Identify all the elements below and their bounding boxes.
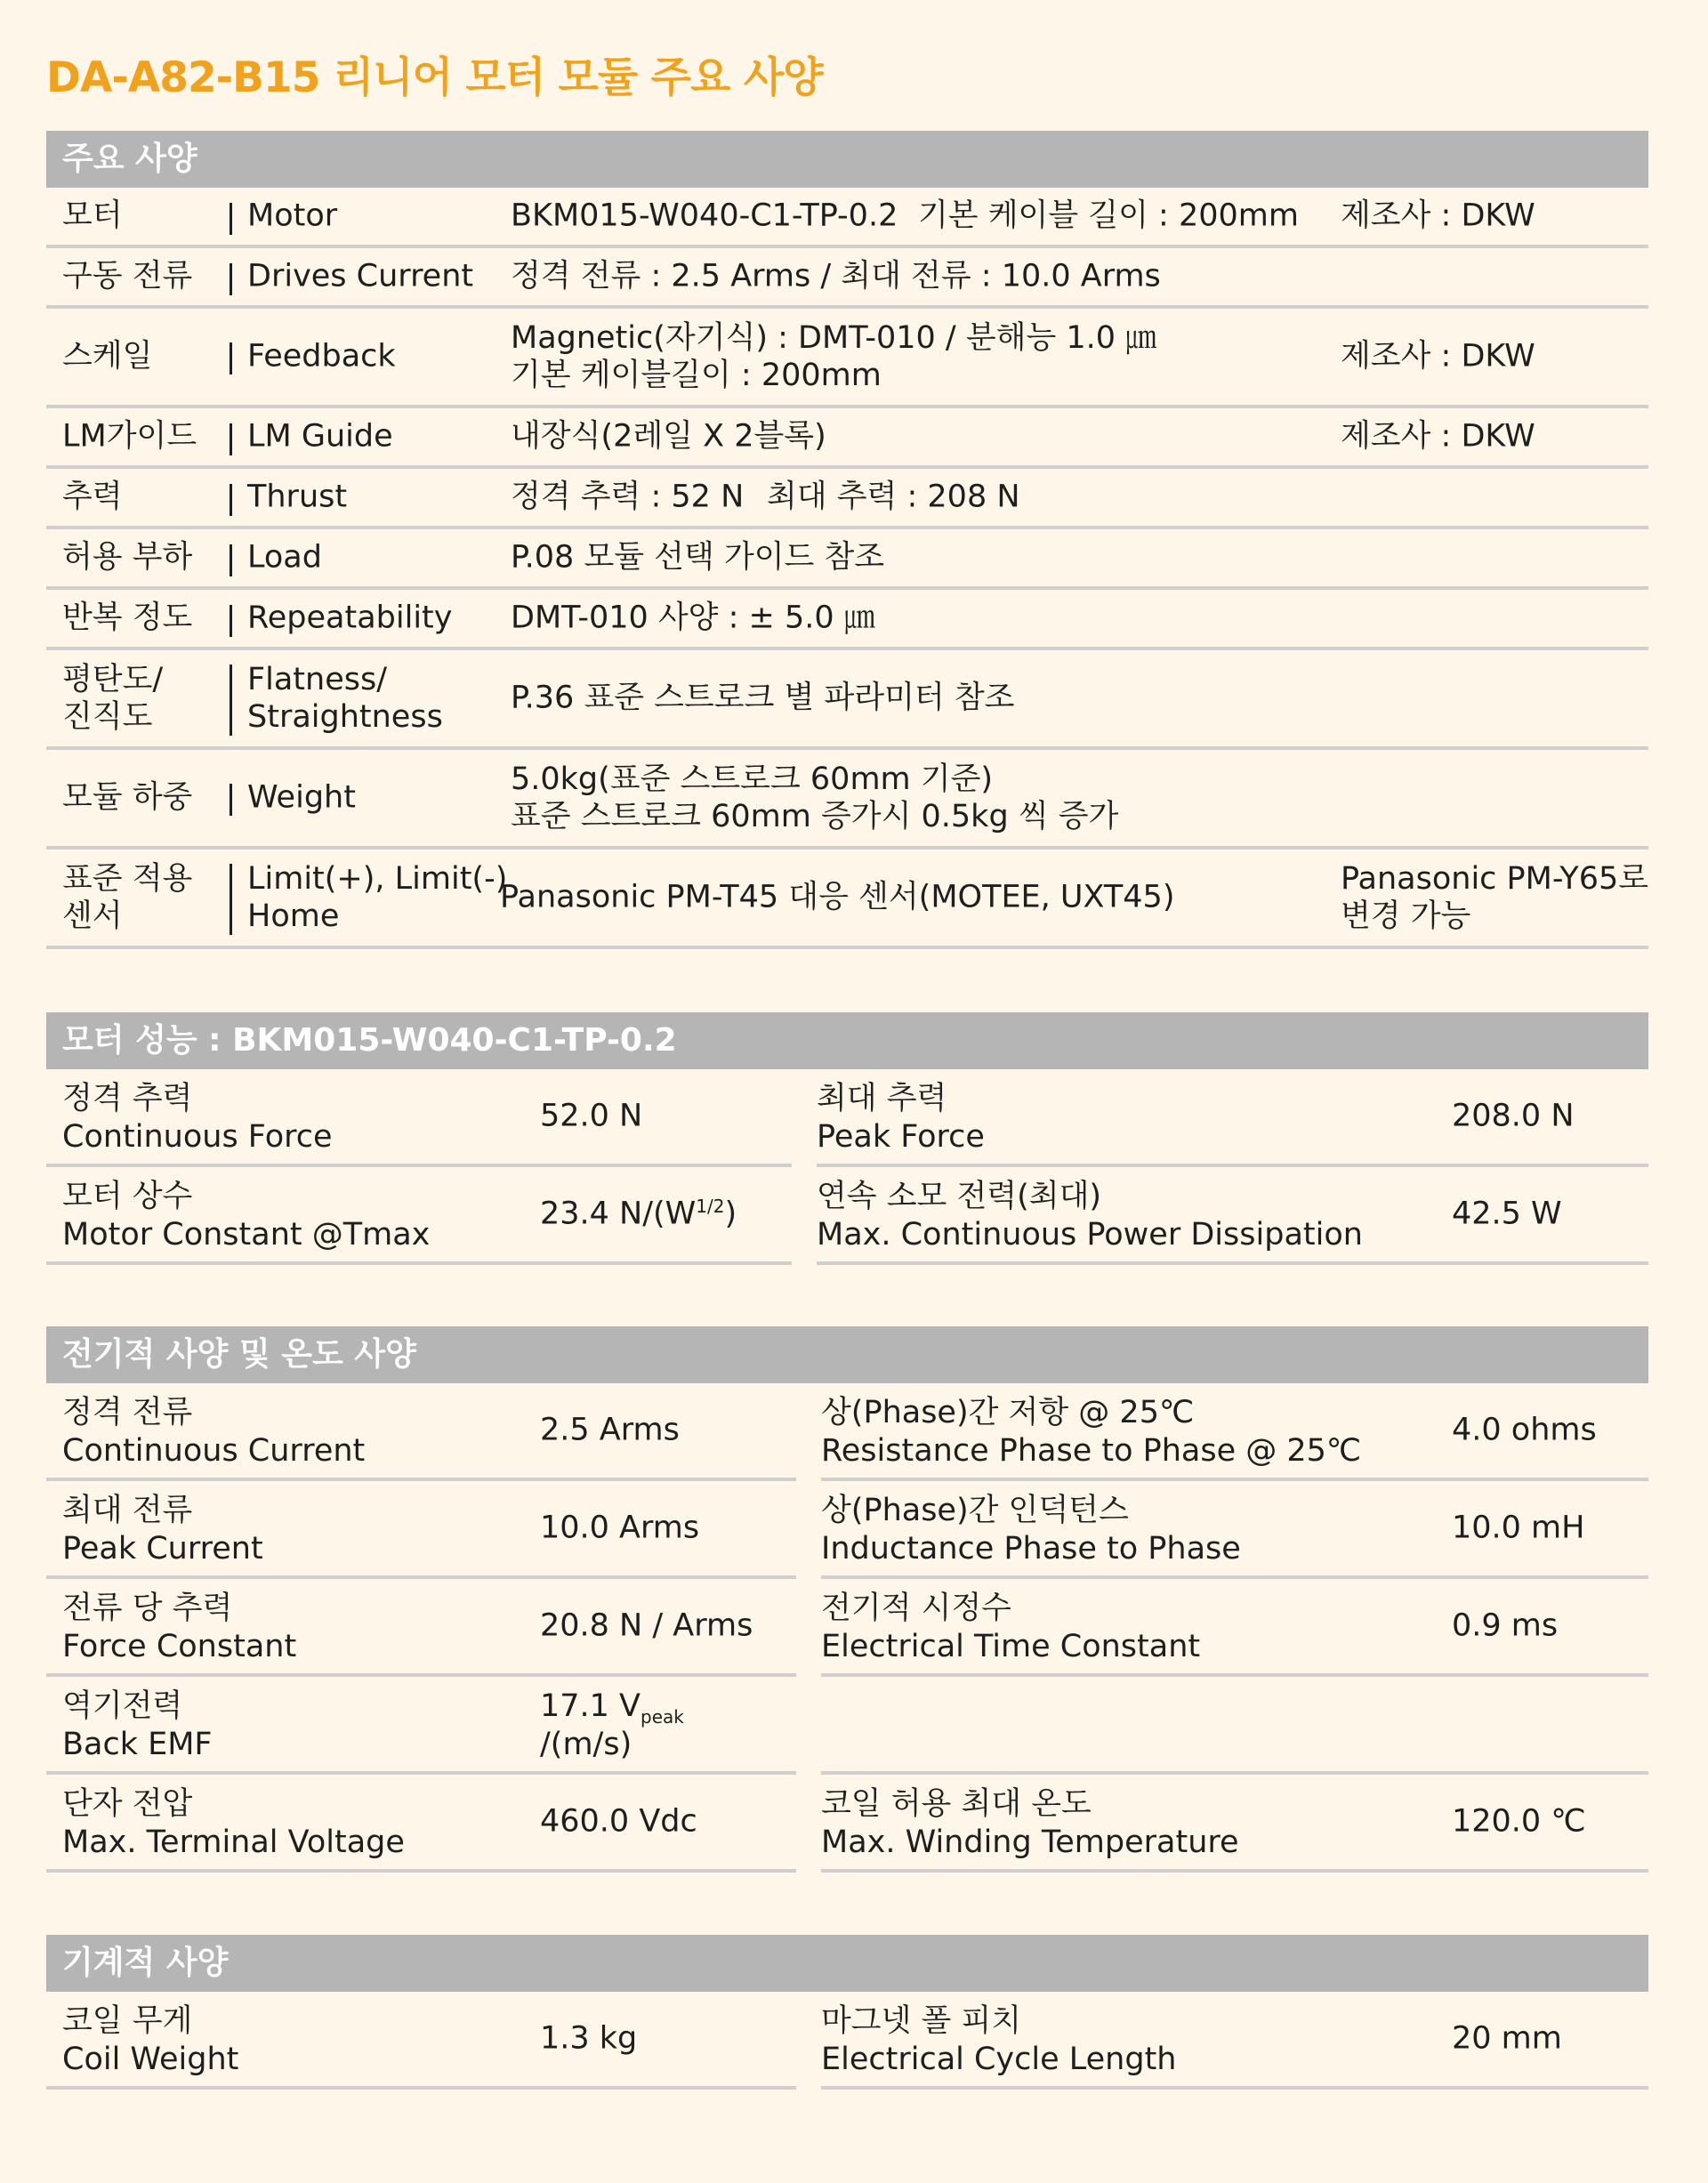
elec-row xyxy=(46,1383,796,1481)
section-header: 모터 성능 : BKM015-W040-C1-TP-0.2 xyxy=(46,1012,1648,1069)
label-ko: 추력 xyxy=(62,479,123,515)
label-en: Flatness/ xyxy=(247,662,388,697)
mech-row xyxy=(821,1992,1648,2090)
spec-row-repeatability xyxy=(46,590,1648,650)
label-en: Inductance Phase to Phase xyxy=(821,1531,1241,1567)
divider xyxy=(230,665,232,736)
elec-row xyxy=(821,1775,1648,1873)
section-header: 기계적 사양 xyxy=(46,1935,1648,1992)
elec-row xyxy=(821,1579,1648,1677)
spec-row-feedback xyxy=(46,309,1648,408)
label-en: LM Guide xyxy=(247,418,393,455)
label-en: Continuous Force xyxy=(62,1119,333,1155)
label-en: Peak Force xyxy=(817,1119,985,1155)
section-header: 주요 사양 xyxy=(46,131,1648,188)
label-ko: 모터 상수 xyxy=(62,1179,193,1214)
electrical-section xyxy=(46,1326,1648,1873)
label-ko: 구동 전류 xyxy=(62,258,193,294)
value: 정격 전류 : 2.5 Arms / 최대 전류 : 10.0 Arms xyxy=(511,258,1161,294)
divider xyxy=(230,484,232,516)
label-ko: 최대 전류 xyxy=(62,1493,193,1528)
value: DMT-010 사양 : ± 5.0 ㎛ xyxy=(511,600,875,636)
extra-line2: 변경 가능 xyxy=(1341,898,1471,934)
section-header: 전기적 사양 및 온도 사양 xyxy=(46,1326,1648,1383)
value: Panasonic PM-T45 대응 센서(MOTEE, UXT45) xyxy=(500,879,1175,915)
label-ko: 단자 전압 xyxy=(62,1786,193,1822)
mechanical-section xyxy=(46,1935,1648,2090)
value: 20 mm xyxy=(1452,2020,1562,2057)
label-en: Feedback xyxy=(247,338,396,375)
value: 208.0 N xyxy=(1452,1098,1575,1134)
divider xyxy=(230,784,232,816)
value: 10.0 mH xyxy=(1452,1510,1585,1546)
value: 120.0 ℃ xyxy=(1452,1803,1586,1840)
label-en: Peak Current xyxy=(62,1531,263,1567)
spec-row-sensor xyxy=(46,850,1648,949)
label-en: Repeatability xyxy=(247,600,453,636)
value: P.08 모듈 선택 가이드 참조 xyxy=(511,539,885,576)
label-en: Max. Terminal Voltage xyxy=(62,1825,405,1860)
perf-row xyxy=(46,1167,792,1265)
motor-performance-section xyxy=(46,1012,1648,1265)
value: 0.9 ms xyxy=(1452,1607,1559,1644)
label-en: Electrical Cycle Length xyxy=(821,2042,1177,2077)
value: 1.3 kg xyxy=(540,2020,638,2057)
label-en: Max. Continuous Power Dissipation xyxy=(817,1217,1363,1253)
value: 42.5 W xyxy=(1452,1196,1562,1232)
perf-row xyxy=(817,1069,1648,1167)
value-extra: 기본 케이블 길이 : 200mm xyxy=(918,197,1299,234)
label-en: Coil Weight xyxy=(62,2042,239,2077)
value-line2: 표준 스트로크 60mm 증가시 0.5kg 씩 증가 xyxy=(511,799,1119,834)
elec-row-empty xyxy=(821,1677,1648,1775)
label-en-line2: Straightness xyxy=(247,699,443,735)
value: 460.0 Vdc xyxy=(540,1803,697,1840)
label-en: Motor xyxy=(247,197,338,234)
label-ko-line2: 센서 xyxy=(62,898,123,934)
value-extra: 최대 추력 : 208 N xyxy=(767,479,1020,515)
value: 5.0kg(표준 스트로크 60mm 기준) xyxy=(511,761,994,797)
label-en: Motor Constant @Tmax xyxy=(62,1217,431,1253)
label-en: Electrical Time Constant xyxy=(821,1629,1201,1664)
value: 52.0 N xyxy=(540,1098,643,1134)
page-title: DA-A82-B15 리니어 모터 모듈 주요 사양 xyxy=(46,53,823,102)
value: 정격 추력 : 52 N xyxy=(511,479,745,515)
value: 23.4 $N/(W^{1/2})$ xyxy=(540,1195,737,1232)
label-ko: 마그넷 폴 피치 xyxy=(821,2003,1022,2039)
manufacturer: 제조사 : DKW xyxy=(1341,418,1535,455)
divider xyxy=(230,423,232,455)
label-en: Load xyxy=(247,539,322,576)
spec-row-lm-guide xyxy=(46,408,1648,469)
label-ko-line2: 진직도 xyxy=(62,699,153,735)
label-ko: LM가이드 xyxy=(62,418,197,455)
value: 17.1 $V_{peak}$ xyxy=(540,1688,684,1728)
divider xyxy=(230,263,232,295)
label-ko: 표준 적용 xyxy=(62,861,193,897)
value: BKM015-W040-C1-TP-0.2 xyxy=(511,197,898,234)
elec-row xyxy=(821,1383,1648,1481)
label-ko: 정격 추력 xyxy=(62,1081,193,1116)
label-en-line2: Home xyxy=(247,898,340,934)
perf-row xyxy=(46,1069,792,1167)
label-ko: 상(Phase)간 저항 @ 25℃ xyxy=(821,1395,1195,1430)
spec-row-drives-current xyxy=(46,248,1648,309)
label-ko: 연속 소모 전력(최대) xyxy=(817,1179,1102,1214)
label-ko: 정격 전류 xyxy=(62,1395,193,1430)
label-en: Thrust xyxy=(247,479,348,515)
divider xyxy=(230,544,232,576)
value-line2: /(m/s) xyxy=(540,1727,632,1762)
label-ko: 스케일 xyxy=(62,338,153,375)
label-en: Back EMF xyxy=(62,1727,213,1762)
label-ko: 허용 부하 xyxy=(62,539,193,576)
label-ko: 모터 xyxy=(62,197,123,234)
label-ko: 전류 당 추력 xyxy=(62,1591,233,1626)
label-en: Resistance Phase to Phase @ 25℃ xyxy=(821,1433,1362,1469)
value-line2: 기본 케이블길이 : 200mm xyxy=(511,358,882,393)
value: 내장식(2레일 X 2블록) xyxy=(511,418,826,455)
divider xyxy=(230,342,232,375)
label-ko: 전기적 시정수 xyxy=(821,1591,1011,1626)
label-ko: 최대 추력 xyxy=(817,1081,947,1116)
spec-row-load xyxy=(46,529,1648,590)
spec-row-weight xyxy=(46,750,1648,850)
perf-row xyxy=(817,1167,1648,1265)
label-ko: 상(Phase)간 인덕턴스 xyxy=(821,1493,1129,1528)
elec-row xyxy=(821,1481,1648,1579)
main-specs-section xyxy=(46,131,1648,949)
label-ko: 반복 정도 xyxy=(62,600,193,636)
label-ko: 코일 무게 xyxy=(62,2003,193,2039)
divider xyxy=(230,203,232,235)
label-ko: 모듈 하중 xyxy=(62,779,193,816)
label-en: Force Constant xyxy=(62,1629,297,1664)
elec-row xyxy=(46,1775,796,1873)
value: 20.8 N / Arms xyxy=(540,1607,753,1644)
value: 10.0 Arms xyxy=(540,1510,700,1546)
label-ko: 역기전력 xyxy=(62,1688,183,1724)
spec-row-motor xyxy=(46,188,1648,248)
divider xyxy=(230,864,232,935)
elec-row xyxy=(46,1677,796,1775)
label-en: Weight xyxy=(247,779,356,816)
elec-row xyxy=(46,1481,796,1579)
label-en: Drives Current xyxy=(247,258,474,294)
divider xyxy=(230,605,232,637)
label-ko: 평탄도/ xyxy=(62,662,164,697)
value: Magnetic(자기식) : DMT-010 / 분해능 1.0 ㎛ xyxy=(511,320,1157,356)
manufacturer: 제조사 : DKW xyxy=(1341,197,1535,234)
spec-row-thrust xyxy=(46,469,1648,529)
manufacturer: 제조사 : DKW xyxy=(1341,338,1535,375)
label-en: Limit(+), Limit(-) xyxy=(247,861,508,897)
value: 4.0 ohms xyxy=(1452,1412,1597,1448)
elec-row xyxy=(46,1579,796,1677)
label-ko: 코일 허용 최대 온도 xyxy=(821,1786,1092,1822)
label-en: Continuous Current xyxy=(62,1433,366,1469)
mech-row xyxy=(46,1992,796,2090)
value: P.36 표준 스트로크 별 파라미터 참조 xyxy=(511,680,1015,716)
label-en: Max. Winding Temperature xyxy=(821,1825,1239,1860)
extra: Panasonic PM-Y65로 xyxy=(1341,861,1649,897)
spec-row-flatness xyxy=(46,650,1648,750)
value: 2.5 Arms xyxy=(540,1412,680,1448)
